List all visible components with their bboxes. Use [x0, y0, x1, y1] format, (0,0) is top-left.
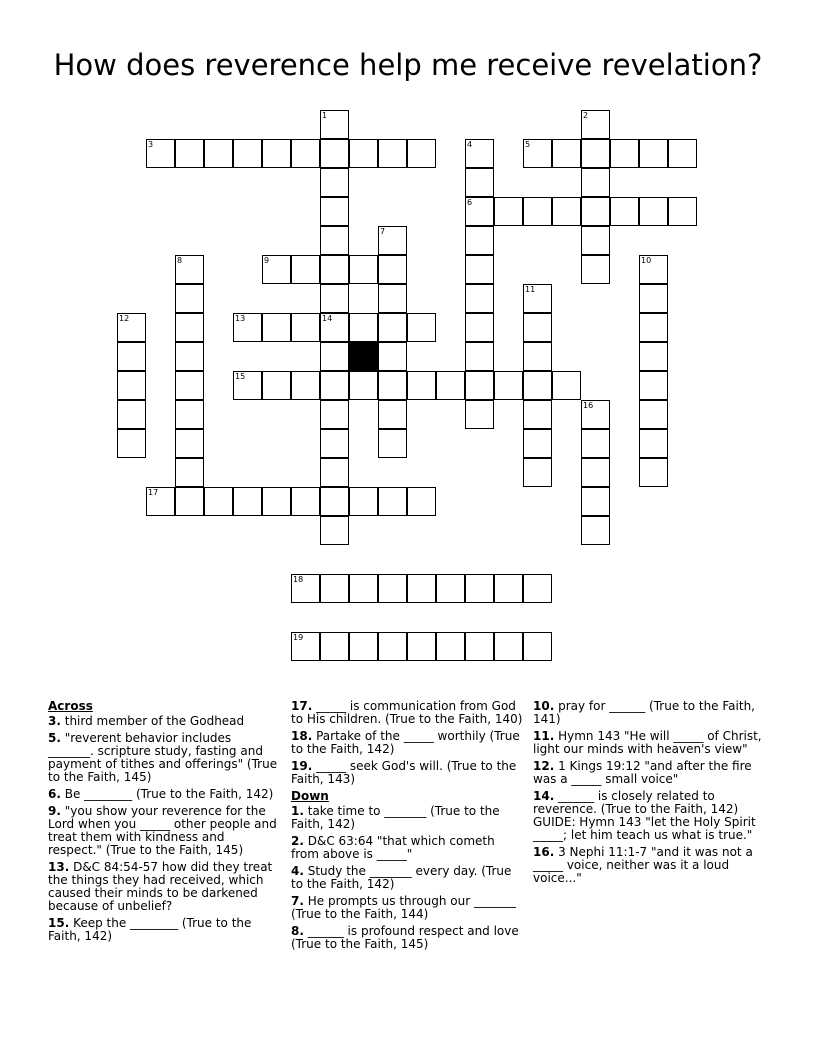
clue-num: 8.: [291, 924, 304, 938]
grid-cell[interactable]: [523, 458, 552, 487]
clues-column-3: [533, 700, 765, 889]
grid-cell[interactable]: [465, 371, 494, 400]
grid-cell[interactable]: [349, 487, 378, 516]
grid-cell[interactable]: [465, 168, 494, 197]
grid-cell[interactable]: [320, 429, 349, 458]
clue-text: Hymn 143 "He will _____ of Christ, light our minds with heaven's view": [533, 729, 762, 756]
clue-text: take time to _______ (True to the Faith, 142): [291, 804, 500, 831]
grid-cell[interactable]: [581, 400, 610, 429]
grid-cell[interactable]: [117, 313, 146, 342]
grid-cell[interactable]: [639, 400, 668, 429]
grid-cell[interactable]: [436, 371, 465, 400]
clue-item: [533, 730, 765, 756]
clue-item: [48, 788, 280, 801]
grid-cell[interactable]: [320, 371, 349, 400]
clue-num: 11.: [533, 729, 555, 743]
grid-cell[interactable]: [407, 371, 436, 400]
grid-cell[interactable]: [175, 400, 204, 429]
grid-cell[interactable]: [349, 139, 378, 168]
grid-cell[interactable]: [262, 139, 291, 168]
clue-number: 9: [264, 256, 270, 265]
grid-cell[interactable]: [320, 487, 349, 516]
grid-cell[interactable]: [639, 197, 668, 226]
grid-cell[interactable]: [378, 371, 407, 400]
clue-item: [291, 925, 523, 951]
grid-cell[interactable]: [378, 255, 407, 284]
grid-cell[interactable]: [378, 313, 407, 342]
grid-cell[interactable]: [523, 342, 552, 371]
down-heading: Down: [291, 789, 329, 803]
clue-item: [533, 846, 765, 885]
grid-cell[interactable]: [668, 197, 697, 226]
grid-cell[interactable]: [146, 487, 175, 516]
clue-number: 18: [293, 575, 304, 584]
clue-item: [48, 805, 280, 857]
grid-cell[interactable]: [320, 139, 349, 168]
grid-cell[interactable]: [378, 342, 407, 371]
grid-cell[interactable]: [494, 197, 523, 226]
grid-cell[interactable]: [465, 255, 494, 284]
grid-cell[interactable]: [262, 313, 291, 342]
clue-text: ______ is profound respect and love (True to the Faith, 145): [291, 924, 519, 951]
grid-cell[interactable]: [175, 139, 204, 168]
grid-cell[interactable]: [378, 226, 407, 255]
clues-column-2: [291, 700, 523, 955]
grid-cell[interactable]: [378, 487, 407, 516]
grid-cell[interactable]: [494, 574, 523, 603]
grid-cell[interactable]: [233, 371, 262, 400]
grid-cell[interactable]: [175, 429, 204, 458]
grid-cell[interactable]: [320, 110, 349, 139]
grid-cell[interactable]: [175, 313, 204, 342]
clue-item: [291, 700, 523, 726]
grid-cell[interactable]: [175, 458, 204, 487]
clue-number: 1: [322, 111, 328, 120]
grid-cell[interactable]: [639, 139, 668, 168]
clue-number: 4: [467, 140, 473, 149]
grid-cell[interactable]: [291, 255, 320, 284]
grid-cell[interactable]: [117, 429, 146, 458]
clue-number: 13: [235, 314, 246, 323]
grid-cell[interactable]: [378, 429, 407, 458]
grid-cell[interactable]: [117, 371, 146, 400]
grid-cell[interactable]: [465, 284, 494, 313]
clue-item: [533, 760, 765, 786]
grid-cell[interactable]: [552, 197, 581, 226]
page-title: How does reverence help me receive revelation?: [53, 48, 763, 82]
clue-num: 4.: [291, 864, 304, 878]
grid-cell[interactable]: [291, 632, 320, 661]
grid-cell[interactable]: [320, 313, 349, 342]
grid-cell[interactable]: [668, 139, 697, 168]
grid-cell[interactable]: [465, 226, 494, 255]
clue-num: 13.: [48, 860, 70, 874]
across-heading: Across: [48, 699, 93, 713]
grid-cell[interactable]: [407, 574, 436, 603]
clue-num: 10.: [533, 699, 555, 713]
grid-cell[interactable]: [581, 487, 610, 516]
clue-num: 9.: [48, 804, 61, 818]
grid-cell[interactable]: [523, 400, 552, 429]
grid-cell[interactable]: [581, 226, 610, 255]
clue-number: 12: [119, 314, 130, 323]
grid-cell[interactable]: [610, 139, 639, 168]
grid-cell[interactable]: [349, 632, 378, 661]
grid-cell[interactable]: [581, 516, 610, 545]
clue-item: [48, 861, 280, 913]
grid-cell[interactable]: [233, 487, 262, 516]
clue-num: 5.: [48, 731, 61, 745]
grid-cell[interactable]: [610, 197, 639, 226]
grid-cell[interactable]: [639, 255, 668, 284]
clue-text: "reverent behavior includes _______. scripture study, fasting and payment of tithes and offerings" (True to the Faith, 145): [48, 731, 278, 784]
grid-cell[interactable]: [378, 632, 407, 661]
clue-item: [291, 835, 523, 861]
clue-text: 1 Kings 19:12 "and after the fire was a _____ small voice": [533, 759, 752, 786]
clue-number: 6: [467, 198, 473, 207]
grid-cell[interactable]: [523, 313, 552, 342]
clue-text: Partake of the _____ worthily (True to the Faith, 142): [291, 729, 520, 756]
clue-num: 15.: [48, 916, 70, 930]
grid-cell[interactable]: [320, 516, 349, 545]
grid-cell[interactable]: [407, 487, 436, 516]
grid-cell[interactable]: [465, 197, 494, 226]
clue-text: Be ________ (True to the Faith, 142): [60, 787, 274, 801]
grid-cell[interactable]: [117, 400, 146, 429]
clue-item: [291, 865, 523, 891]
grid-cell[interactable]: [320, 342, 349, 371]
clue-number: 3: [148, 140, 154, 149]
grid-cell[interactable]: [349, 574, 378, 603]
clue-number: 16: [583, 401, 594, 410]
clue-item: [48, 715, 280, 728]
grid-cell[interactable]: [407, 632, 436, 661]
grid-cell[interactable]: [320, 255, 349, 284]
grid-cell[interactable]: [117, 342, 146, 371]
clue-number: 5: [525, 140, 531, 149]
grid-cell[interactable]: [523, 574, 552, 603]
clue-number: 7: [380, 227, 386, 236]
clue-num: 7.: [291, 894, 304, 908]
grid-cell[interactable]: [349, 255, 378, 284]
grid-cell[interactable]: [262, 487, 291, 516]
grid-cell[interactable]: [465, 400, 494, 429]
grid-cell[interactable]: [639, 458, 668, 487]
clue-num: 16.: [533, 845, 555, 859]
grid-cell[interactable]: [320, 168, 349, 197]
clue-item: [48, 917, 280, 943]
grid-cell[interactable]: [233, 139, 262, 168]
grid-cell[interactable]: [378, 574, 407, 603]
clue-num: 12.: [533, 759, 555, 773]
clue-text: third member of the Godhead: [60, 714, 245, 728]
clue-item: [291, 760, 523, 786]
grid-cell[interactable]: [465, 139, 494, 168]
grid-cell[interactable]: [320, 197, 349, 226]
grid-cell[interactable]: [320, 574, 349, 603]
grid-cell[interactable]: [262, 255, 291, 284]
clue-item: [533, 700, 765, 726]
grid-cell[interactable]: [349, 371, 378, 400]
grid-cell[interactable]: [581, 139, 610, 168]
grid-cell[interactable]: [523, 632, 552, 661]
clue-number: 10: [641, 256, 652, 265]
clue-num: 14.: [533, 789, 555, 803]
grid-cell[interactable]: [175, 342, 204, 371]
grid-cell[interactable]: [523, 139, 552, 168]
clue-number: 11: [525, 285, 536, 294]
clue-text: _____ seek God's will. (True to the Faith, 143): [291, 759, 517, 786]
clue-number: 15: [235, 372, 246, 381]
grid-cell[interactable]: [320, 226, 349, 255]
clue-num: 6.: [48, 787, 61, 801]
grid-cell[interactable]: [639, 429, 668, 458]
clue-text: pray for ______ (True to the Faith, 141): [533, 699, 755, 726]
clue-item: [291, 730, 523, 756]
clue-number: 8: [177, 256, 183, 265]
clues-column-1: [48, 700, 280, 947]
grid-cell[interactable]: [639, 313, 668, 342]
clue-number: 14: [322, 314, 333, 323]
clue-text: D&C 84:54-57 how did they treat the things they had received, which caused their minds to be darkened because of unbelief?: [48, 860, 273, 913]
grid-cell[interactable]: [175, 487, 204, 516]
grid-cell[interactable]: [407, 313, 436, 342]
grid-cell[interactable]: [639, 371, 668, 400]
grid-cell[interactable]: [146, 139, 175, 168]
clue-item: [533, 790, 765, 842]
grid-cell[interactable]: [494, 632, 523, 661]
clue-number: 2: [583, 111, 589, 120]
grid-cell[interactable]: [204, 487, 233, 516]
grid-cell[interactable]: [465, 342, 494, 371]
grid-cell[interactable]: [639, 284, 668, 313]
grid-cell[interactable]: [523, 371, 552, 400]
grid-cell[interactable]: [639, 342, 668, 371]
grid-cell[interactable]: [465, 313, 494, 342]
grid-cell[interactable]: [494, 371, 523, 400]
grid-cell[interactable]: [465, 574, 494, 603]
grid-cell[interactable]: [320, 458, 349, 487]
clue-text: _____ is communication from God to His children. (True to the Faith, 140): [291, 699, 523, 726]
clue-text: Study the _______ every day. (True to the Faith, 142): [291, 864, 512, 891]
clue-item: [48, 732, 280, 784]
clue-text: He prompts us through our _______ (True to the Faith, 144): [291, 894, 516, 921]
grid-cell[interactable]: [320, 632, 349, 661]
grid-cell[interactable]: [581, 255, 610, 284]
grid-cell[interactable]: [436, 574, 465, 603]
grid-cell[interactable]: [378, 139, 407, 168]
grid-cell[interactable]: [378, 284, 407, 313]
grid-cell[interactable]: [175, 255, 204, 284]
black-cell: [349, 342, 378, 371]
grid-cell[interactable]: [262, 371, 291, 400]
clue-num: 3.: [48, 714, 61, 728]
clue-text: Keep the ________ (True to the Faith, 142): [48, 916, 252, 943]
clue-number: 19: [293, 633, 304, 642]
grid-cell[interactable]: [523, 197, 552, 226]
grid-cell[interactable]: [436, 632, 465, 661]
grid-cell[interactable]: [175, 371, 204, 400]
grid-cell[interactable]: [320, 400, 349, 429]
grid-cell[interactable]: [291, 313, 320, 342]
grid-cell[interactable]: [291, 574, 320, 603]
grid-cell[interactable]: [291, 139, 320, 168]
grid-cell[interactable]: [523, 284, 552, 313]
clue-num: 1.: [291, 804, 304, 818]
grid-cell[interactable]: [523, 429, 552, 458]
grid-cell[interactable]: [233, 313, 262, 342]
grid-cell[interactable]: [175, 284, 204, 313]
grid-cell[interactable]: [552, 139, 581, 168]
grid-cell[interactable]: [378, 400, 407, 429]
clue-number: 17: [148, 488, 159, 497]
clue-text: D&C 63:64 "that which cometh from above is _____": [291, 834, 495, 861]
grid-cell[interactable]: [465, 632, 494, 661]
grid-cell[interactable]: [581, 110, 610, 139]
clue-text: 3 Nephi 11:1-7 "and it was not a _____ voice, neither was it a loud voice...": [533, 845, 753, 885]
grid-cell[interactable]: [407, 139, 436, 168]
grid-cell[interactable]: [581, 458, 610, 487]
clue-num: 2.: [291, 834, 304, 848]
grid-cell[interactable]: [291, 371, 320, 400]
grid-cell[interactable]: [581, 429, 610, 458]
grid-cell[interactable]: [204, 139, 233, 168]
grid-cell[interactable]: [320, 284, 349, 313]
grid-cell[interactable]: [581, 168, 610, 197]
grid-cell[interactable]: [552, 371, 581, 400]
clue-num: 19.: [291, 759, 313, 773]
clue-text: "you show your reverence for the Lord when you _____ other people and treat them with kindness and respect." (True to the Faith, 145): [48, 804, 277, 857]
clue-num: 17.: [291, 699, 313, 713]
grid-cell[interactable]: [581, 197, 610, 226]
clue-item: [291, 805, 523, 831]
clue-num: 18.: [291, 729, 313, 743]
grid-cell[interactable]: [291, 487, 320, 516]
grid-cell[interactable]: [349, 313, 378, 342]
clue-text: ______ is closely related to reverence. (True to the Faith, 142) GUIDE: Hymn 143 "let the Holy Spirit _____; let him teach us what is true.": [533, 789, 756, 842]
clue-item: [291, 895, 523, 921]
